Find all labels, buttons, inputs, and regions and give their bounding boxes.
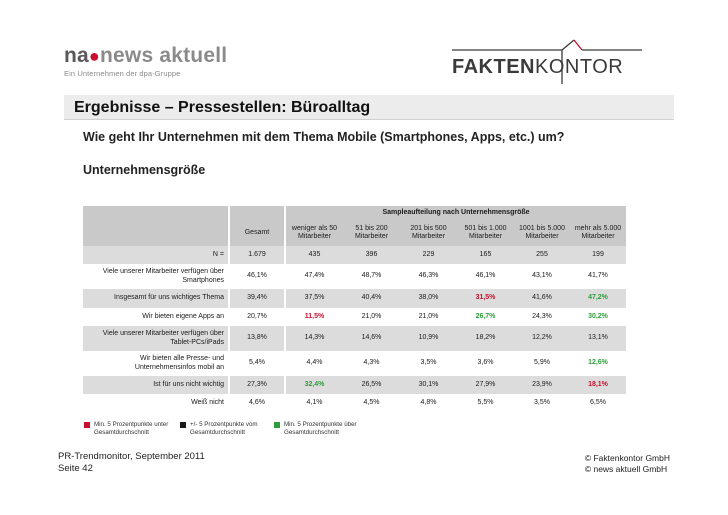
- page-title: Ergebnisse – Pressestellen: Büroalltag: [74, 99, 371, 116]
- value-cell: 26,7%: [457, 308, 514, 326]
- value-cell: 18,2%: [457, 326, 514, 351]
- value-cell: 13,1%: [570, 326, 626, 351]
- column-header: 51 bis 200 Mitarbeiter: [343, 220, 400, 246]
- value-cell: 23,9%: [514, 376, 570, 394]
- value-cell: 12,2%: [514, 326, 570, 351]
- value-cell: 46,1%: [457, 264, 514, 289]
- table-row: [83, 351, 626, 376]
- value-cell: 41,6%: [514, 289, 570, 308]
- value-cell: 40,4%: [343, 289, 400, 308]
- value-cell: 4,3%: [343, 351, 400, 376]
- legend-swatch-red: [84, 422, 90, 428]
- legend-swatch-green: [274, 422, 280, 428]
- total-value-cell: 13,8%: [230, 326, 284, 351]
- value-cell: 229: [400, 246, 457, 264]
- header-blank-cell: [230, 206, 284, 220]
- value-cell: 10,9%: [400, 326, 457, 351]
- value-cell: 48,7%: [343, 264, 400, 289]
- row-label: N =: [83, 246, 228, 264]
- value-cell: 24,3%: [514, 308, 570, 326]
- row-label: Viele unserer Mitarbeiter verfügen über Tablet-PCs/iPads: [83, 326, 228, 351]
- table-row: [83, 394, 626, 412]
- value-cell: 5,9%: [514, 351, 570, 376]
- value-cell: 38,0%: [400, 289, 457, 308]
- column-header: 201 bis 500 Mitarbeiter: [400, 220, 457, 246]
- copyright-faktenkontor: © Faktenkontor GmbH: [584, 453, 670, 463]
- legend-text: Min. 5 Prozentpunkte unter Gesamtdurchschnitt: [94, 421, 169, 436]
- news-aktuell-wordmark: [64, 44, 244, 68]
- row-label: Insgesamt für uns wichtiges Thema: [83, 289, 228, 308]
- sample-split-header: Sampleaufteilung nach Unternehmensgröße: [286, 206, 626, 220]
- news-aktuell-logo: [64, 44, 244, 84]
- legend-text: +/- 5 Prozentpunkte vom Gesamtdurchschnitt: [190, 421, 258, 436]
- value-cell: 255: [514, 246, 570, 264]
- header-blank-cell: [83, 206, 228, 246]
- logo-na-part: na: [64, 44, 89, 67]
- value-cell: 5,5%: [457, 394, 514, 412]
- row-label: Viele unserer Mitarbeiter verfügen über Smartphones: [83, 264, 228, 289]
- table-row: [83, 289, 626, 308]
- value-cell: 41,7%: [570, 264, 626, 289]
- logo-fakten-part: FAKTEN: [452, 56, 535, 78]
- copyright-news-aktuell: © news aktuell GmbH: [584, 464, 668, 475]
- value-cell: 27,9%: [457, 376, 514, 394]
- value-cell: 4,1%: [286, 394, 343, 412]
- table-row: [83, 246, 626, 264]
- value-cell: 47,2%: [570, 289, 626, 308]
- legend-item-equal: [180, 421, 275, 437]
- value-cell: 199: [570, 246, 626, 264]
- legend-swatch-black: [180, 422, 186, 428]
- legend-item-above: [274, 421, 369, 437]
- value-cell: 30,2%: [570, 308, 626, 326]
- value-cell: 30,1%: [400, 376, 457, 394]
- value-cell: 3,6%: [457, 351, 514, 376]
- table-row: [83, 326, 626, 351]
- value-cell: 11,5%: [286, 308, 343, 326]
- value-cell: 165: [457, 246, 514, 264]
- value-cell: 21,0%: [400, 308, 457, 326]
- logo-news-part: news aktuell: [100, 44, 228, 67]
- row-label: Wir bieten alle Presse- und Unternehmensinfos mobil an: [83, 351, 228, 376]
- table-header-row: [83, 206, 626, 220]
- value-cell: 43,1%: [514, 264, 570, 289]
- table-row: [83, 308, 626, 326]
- value-cell: 4,8%: [400, 394, 457, 412]
- survey-question: Wie geht Ihr Unternehmen mit dem Thema Mobile (Smartphones, Apps, etc.) um?: [83, 130, 565, 144]
- value-cell: 435: [286, 246, 343, 264]
- faktenkontor-logo: [452, 38, 670, 92]
- footer-page-number: Seite 42: [58, 463, 93, 475]
- value-cell: 46,3%: [400, 264, 457, 289]
- legend: [76, 419, 676, 441]
- table-row: [83, 264, 626, 289]
- value-cell: 12,6%: [570, 351, 626, 376]
- logo-kontor-part: KONTOR: [535, 56, 624, 78]
- faktenkontor-wordmark: [452, 56, 623, 79]
- value-cell: 26,5%: [343, 376, 400, 394]
- value-cell: 396: [343, 246, 400, 264]
- news-aktuell-tagline: Ein Unternehmen der dpa-Gruppe: [64, 69, 181, 78]
- total-value-cell: 1.679: [230, 246, 284, 264]
- total-value-cell: 5,4%: [230, 351, 284, 376]
- value-cell: 3,5%: [514, 394, 570, 412]
- value-cell: 4,4%: [286, 351, 343, 376]
- footer-source: [58, 451, 205, 476]
- value-cell: 14,6%: [343, 326, 400, 351]
- total-value-cell: 39,4%: [230, 289, 284, 308]
- value-cell: 14,3%: [286, 326, 343, 351]
- total-value-cell: 27,3%: [230, 376, 284, 394]
- value-cell: 32,4%: [286, 376, 343, 394]
- total-value-cell: 46,1%: [230, 264, 284, 289]
- value-cell: 31,5%: [457, 289, 514, 308]
- total-value-cell: 20,7%: [230, 308, 284, 326]
- results-table: [83, 206, 626, 412]
- column-header: weniger als 50 Mitarbeiter: [286, 220, 343, 246]
- footer-report-name: PR-Trendmonitor, September 2011: [58, 451, 205, 462]
- table-row: [83, 376, 626, 394]
- row-label: Ist für uns nicht wichtig: [83, 376, 228, 394]
- logo-dot-icon: ●: [88, 46, 100, 66]
- total-value-cell: 4,6%: [230, 394, 284, 412]
- column-header: 1001 bis 5.000 Mitarbeiter: [514, 220, 570, 246]
- legend-text: Min. 5 Prozentpunkte über Gesamtdurchschnitt: [284, 421, 357, 436]
- results-table-wrapper: [83, 206, 626, 406]
- row-label: Wir bieten eigene Apps an: [83, 308, 228, 326]
- column-header: 501 bis 1.000 Mitarbeiter: [457, 220, 514, 246]
- legend-item-below: [84, 421, 179, 437]
- column-header: Gesamt: [230, 220, 284, 246]
- value-cell: 18,1%: [570, 376, 626, 394]
- value-cell: 47,4%: [286, 264, 343, 289]
- column-header: mehr als 5.000 Mitarbeiter: [570, 220, 626, 246]
- value-cell: 6,5%: [570, 394, 626, 412]
- row-label: Weiß nicht: [83, 394, 228, 412]
- value-cell: 4,5%: [343, 394, 400, 412]
- value-cell: 3,5%: [400, 351, 457, 376]
- value-cell: 37,5%: [286, 289, 343, 308]
- section-subheading: Unternehmensgröße: [83, 163, 206, 177]
- footer-copyright: [585, 453, 670, 476]
- value-cell: 21,0%: [343, 308, 400, 326]
